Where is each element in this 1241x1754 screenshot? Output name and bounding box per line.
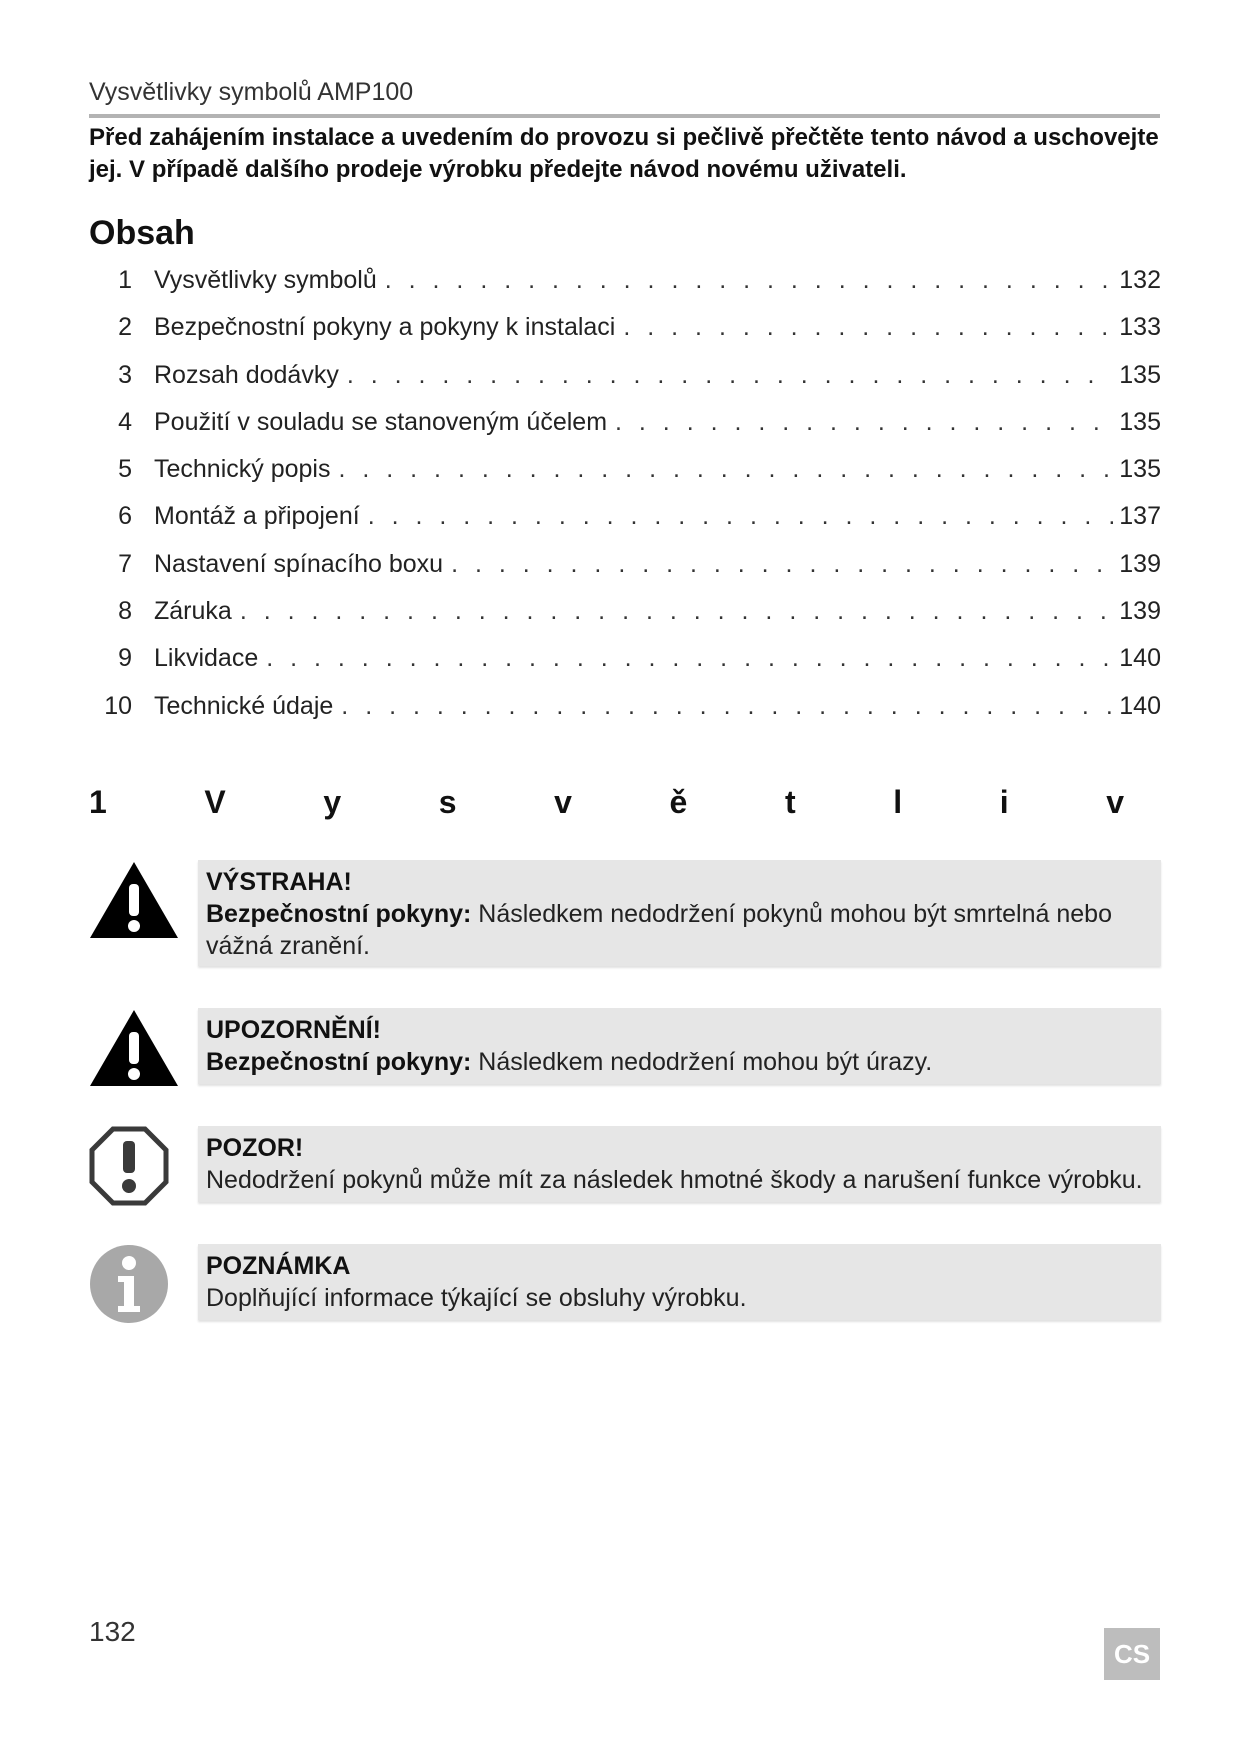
toc-entry[interactable]	[89, 502, 1161, 549]
toc-title: Technický popis	[154, 455, 331, 484]
toc-number: 9	[118, 644, 132, 673]
toc-leader-dots	[615, 408, 1113, 437]
warning-notice-box	[198, 860, 1161, 966]
toc-page: 135	[1119, 360, 1161, 389]
note-text: Doplňující informace týkající se obsluhy výrobku.	[206, 1284, 747, 1312]
toc-number: 8	[118, 597, 132, 626]
toc-entry[interactable]	[89, 597, 1161, 644]
toc-page: 140	[1119, 691, 1161, 720]
toc-number: 1	[118, 266, 132, 294]
warning-triangle-icon	[89, 860, 179, 940]
intro-text: Před zahájením instalace a uvedením do provozu si pečlivě přečtěte tento návod a uschovejte jej. V případě dalšího prodeje výrobku předejte návod novému uživateli.	[89, 124, 1159, 183]
toc-number: 3	[118, 360, 132, 389]
attention-octagon-icon	[89, 1126, 169, 1206]
toc-entry[interactable]	[89, 455, 1161, 502]
warning-text: Následkem nedodržení pokynů mohou být smrtelná nebo vážná zranění.	[206, 900, 1112, 960]
header-title: Vysvětlivky symbolů AMP100	[89, 78, 414, 106]
page-number: 132	[89, 1616, 136, 1647]
caution-label: Bezpečnostní pokyny:	[206, 1048, 472, 1076]
toc-entry[interactable]	[89, 644, 1161, 691]
toc-title: Montáž a připojení	[154, 502, 360, 531]
toc-title: Technické údaje	[154, 691, 334, 720]
toc-leader-dots	[368, 502, 1114, 531]
toc-leader-dots	[240, 597, 1113, 626]
toc-page: 133	[1119, 313, 1161, 342]
attention-notice-box	[198, 1126, 1161, 1202]
toc-page: 135	[1119, 455, 1161, 484]
caution-notice-box	[198, 1008, 1161, 1084]
toc-leader-dots	[266, 644, 1113, 673]
caution-triangle-icon	[89, 1008, 179, 1088]
caution-title: UPOZORNĚNÍ!	[206, 1016, 381, 1044]
toc-title: Vysvětlivky symbolů	[154, 266, 377, 294]
toc-entry[interactable]	[89, 266, 1161, 313]
attention-text: Nedodržení pokynů může mít za následek hmotné škody a narušení funkce výrobku.	[206, 1166, 1143, 1194]
toc-title: Bezpečnostní pokyny a pokyny k instalaci	[154, 313, 616, 342]
toc-page: 135	[1119, 407, 1161, 436]
toc-leader-dots	[347, 361, 1113, 390]
header-rule	[89, 114, 1160, 118]
toc-leader-dots	[341, 692, 1113, 721]
caution-notice	[89, 1008, 1161, 1084]
toc-leader-dots	[623, 313, 1113, 342]
toc-title: Použití v souladu se stanoveným účelem	[154, 407, 608, 436]
toc-leader-dots	[385, 266, 1114, 295]
toc-entry[interactable]	[89, 550, 1161, 597]
toc-entry[interactable]	[89, 692, 1161, 739]
attention-title: POZOR!	[206, 1134, 304, 1162]
toc-leader-dots	[451, 550, 1113, 579]
toc-entry[interactable]	[89, 313, 1161, 360]
note-title: POZNÁMKA	[206, 1252, 351, 1280]
toc-heading: Obsah	[89, 214, 195, 252]
toc-number: 2	[118, 313, 132, 342]
toc-number: 4	[118, 407, 132, 436]
toc-title: Nastavení spínacího boxu	[154, 549, 444, 578]
toc-page: 139	[1119, 549, 1161, 578]
warning-label: Bezpečnostní pokyny:	[206, 900, 472, 928]
toc-entry[interactable]	[89, 408, 1161, 455]
note-notice	[89, 1244, 1161, 1320]
toc-page: 139	[1119, 597, 1161, 626]
toc-page: 132	[1119, 266, 1161, 294]
warning-title: VÝSTRAHA!	[206, 868, 352, 896]
table-of-contents	[89, 266, 1161, 739]
toc-page: 140	[1119, 644, 1161, 673]
toc-title: Rozsah dodávky	[154, 360, 339, 389]
note-notice-box	[198, 1244, 1161, 1320]
toc-entry[interactable]	[89, 361, 1161, 408]
language-badge: CS	[1104, 1628, 1160, 1680]
info-icon	[89, 1244, 169, 1324]
toc-title: Likvidace	[154, 644, 259, 673]
toc-leader-dots	[338, 455, 1113, 484]
toc-number: 7	[118, 549, 132, 578]
toc-page: 137	[1119, 502, 1161, 531]
caution-text: Následkem nedodržení mohou být úrazy.	[478, 1048, 933, 1076]
toc-title: Záruka	[154, 597, 232, 626]
toc-number: 6	[118, 502, 132, 531]
attention-notice	[89, 1126, 1161, 1202]
section-heading: 1 V y s v ě t l i v	[89, 784, 1124, 820]
toc-number: 10	[104, 691, 132, 720]
toc-number: 5	[118, 455, 132, 484]
warning-notice	[89, 860, 1161, 966]
